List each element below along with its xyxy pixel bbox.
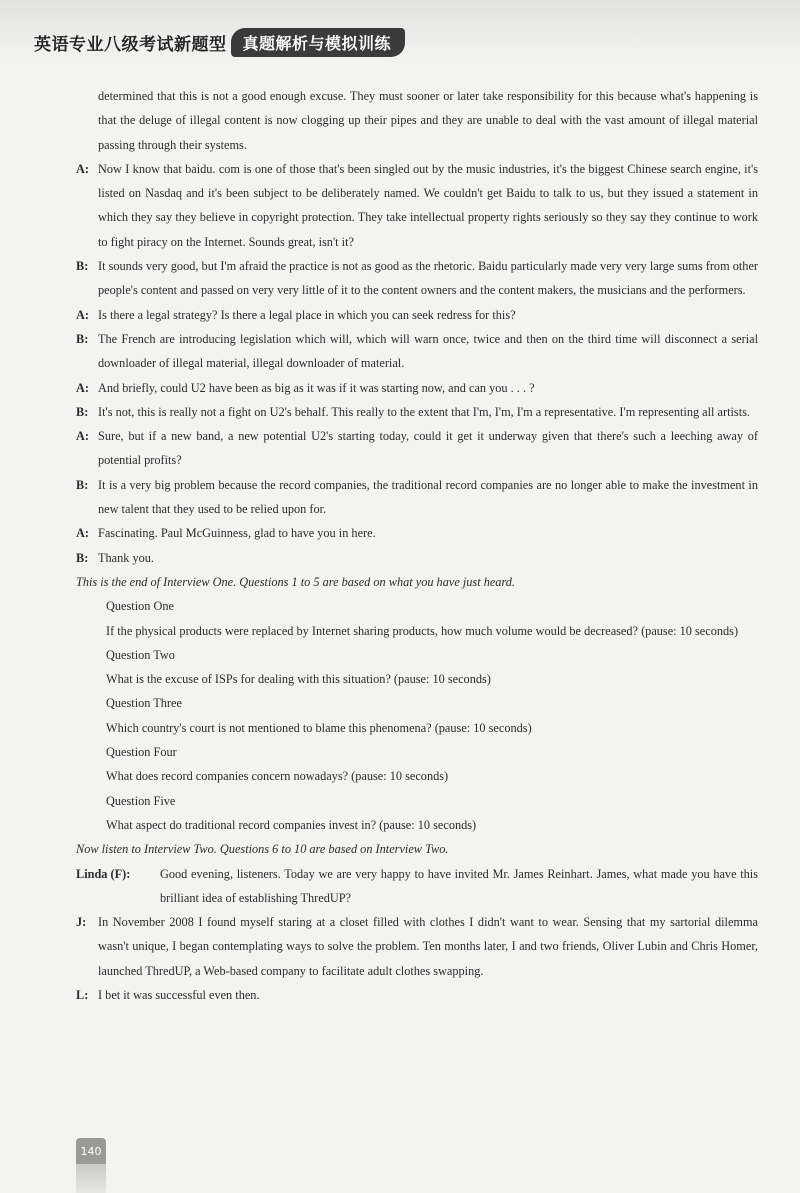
dialogue-turn (76, 303, 758, 327)
speaker-label: A: (76, 526, 89, 541)
turn-text: Sure, but if a new band, a new potential U2's starting today, could it get it underway given that there's such a leeching away of potential profits? (98, 429, 758, 468)
question-four-text: What does record companies concern nowadays? (pause: 10 seconds) (106, 769, 449, 784)
question-three-text: Which country's court is not mentioned to blame this phenomena? (pause: 10 seconds) (106, 720, 532, 735)
speaker-label: A: (76, 380, 89, 395)
speaker-label: L: (76, 987, 89, 1002)
question-one-text: If the physical products were replaced by Internet sharing products, how much volume would be decreased? (pause: 10 seconds) (106, 623, 739, 638)
turn-text: Now I know that baidu. com is one of those that's been singled out by the music industries, it's the biggest Chinese search engine, it's listed on Nasdaq and it's been subject to be deliberately named. We couldn't get Baidu to talk to us, but they issued a statement in which they say they believe in copyright protection. They take intellectual property rights seriously so they say they continue to work to fight piracy on the Internet. Sounds great, isn't it? (98, 161, 758, 249)
dialogue-turn (76, 157, 758, 254)
interview-one-dialogue (76, 157, 758, 570)
speaker-label: B: (76, 477, 89, 492)
linda-turn (76, 862, 758, 911)
turn-text: In November 2008 I found myself staring at a closet filled with clothes I didn't want to wear. Sensing that my sartorial dilemma wasn't unique, I began contemplating ways to solve the problem. Ten months later, I and two friends, Oliver Lubin and Chris Homer, launched ThredUP, a Web-based company to facilitate adult clothes swapping. (98, 915, 758, 978)
intro-paragraph: determined that this is not a good enough excuse. They must sooner or later take responsibility for this because what's happening is that the deluge of illegal content is now clogging up their pipes and they are unable to deal with the vast amount of illegal material passing through their systems. (98, 89, 758, 152)
question-three-title: Question Three (106, 696, 182, 711)
interview-two-intro: Now listen to Interview Two. Questions 6 to 10 are based on Interview Two. (76, 842, 449, 857)
speaker-label: B: (76, 404, 89, 419)
question-five-title: Question Five (106, 793, 176, 808)
book-subtitle-badge: 真题解析与模拟训练 (231, 28, 406, 57)
turn-text: It's not, this is really not a fight on U2's behalf. This really to the extent that I'm, I'm, I'm a representative. I'm representing all artists. (98, 404, 750, 419)
dialogue-turn (76, 327, 758, 376)
l-turn (76, 983, 758, 1007)
turn-text: Fascinating. Paul McGuinness, glad to have you in here. (98, 526, 376, 541)
dialogue-turn (76, 254, 758, 303)
speaker-label: A: (76, 161, 89, 176)
turn-text: I bet it was successful even then. (98, 987, 260, 1002)
question-two-title: Question Two (106, 647, 175, 662)
book-series-title: 英语专业八级考试新题型 (34, 34, 227, 55)
page-body (76, 84, 758, 1007)
question-two-text: What is the excuse of ISPs for dealing with this situation? (pause: 10 seconds) (106, 672, 491, 687)
page-number: 140 (76, 1138, 106, 1164)
dialogue-turn (76, 546, 758, 570)
speaker-label: B: (76, 331, 89, 346)
turn-text: Good evening, listeners. Today we are very happy to have invited Mr. James Reinhart. James, what made you have this brilliant idea of establishing ThredUP? (160, 866, 758, 905)
turn-text: Is there a legal strategy? Is there a legal place in which you can seek redress for this? (98, 307, 516, 322)
page-edge-strip (76, 1164, 106, 1193)
question-four-title: Question Four (106, 745, 177, 760)
turn-text: And briefly, could U2 have been as big as it was if it was starting now, and can you . . . ? (98, 380, 535, 395)
question-five-text: What aspect do traditional record companies invest in? (pause: 10 seconds) (106, 817, 477, 832)
turn-text: It sounds very good, but I'm afraid the practice is not as good as the rhetoric. Baidu particularly made very very large sums from other people's content and passed on very very little of it to the content owners and the content makers, the musicians and the performers. (98, 259, 758, 298)
speaker-label: Linda (F): (76, 866, 131, 881)
dialogue-turn (76, 376, 758, 400)
speaker-label: J: (76, 915, 87, 930)
question-one-title: Question One (106, 599, 174, 614)
speaker-label: B: (76, 259, 89, 274)
speaker-label: A: (76, 307, 89, 322)
speaker-label: B: (76, 550, 89, 565)
interview-one-end-note: This is the end of Interview One. Questions 1 to 5 are based on what you have just heard. (76, 574, 515, 589)
speaker-label: A: (76, 429, 89, 444)
dialogue-turn (76, 473, 758, 522)
running-header (34, 28, 405, 56)
j-turn (76, 910, 758, 983)
dialogue-turn (76, 521, 758, 545)
turn-text: Thank you. (98, 550, 155, 565)
turn-text: The French are introducing legislation which will, which will warn once, twice and then on the third time will disconnect a serial downloader of illegal material, illegal downloader of material. (98, 331, 758, 371)
turn-text: It is a very big problem because the record companies, the traditional record companies are no longer able to make the investment in new talent that they used to be relied upon for. (98, 477, 758, 517)
dialogue-turn (76, 400, 758, 424)
dialogue-turn (76, 424, 758, 473)
